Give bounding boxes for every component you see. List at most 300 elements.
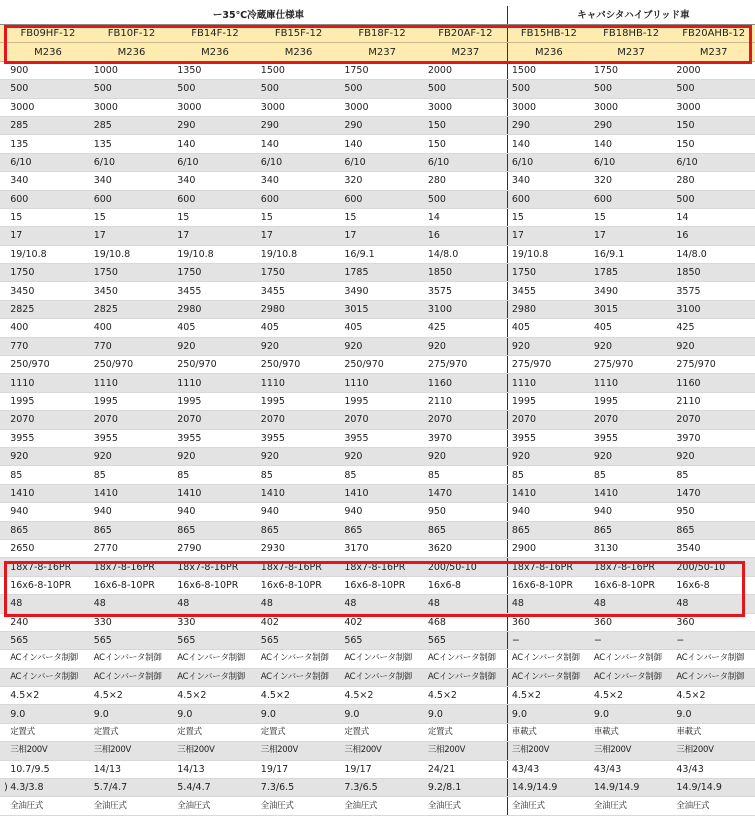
spec-value-cell: 17 <box>507 227 590 245</box>
spec-value-cell: 17 <box>257 227 341 245</box>
spec-value-cell: ACインバータ制御 <box>672 668 755 686</box>
spec-value-cell: 2900 <box>507 539 590 557</box>
spec-value-cell: ACインバータ制御 <box>90 668 174 686</box>
spec-value-cell: 1110 <box>6 374 90 392</box>
spec-value-cell: 1410 <box>590 484 673 502</box>
spec-value-cell: 1160 <box>672 374 755 392</box>
spec-value-cell: 9.0 <box>90 705 174 723</box>
spec-value-cell: 865 <box>257 521 341 539</box>
spec-value-cell: 6/10 <box>257 153 341 171</box>
spec-value-cell: 三相200V <box>507 742 590 760</box>
spec-value-cell: 250/970 <box>257 356 341 374</box>
spec-value-cell: 920 <box>424 337 508 355</box>
spec-value-cell: 150 <box>672 135 755 153</box>
spec-value-cell: 200/50-10 <box>672 558 755 576</box>
spec-value-cell: 280 <box>424 172 508 190</box>
spec-value-cell: 150 <box>424 135 508 153</box>
spec-value-cell: 48 <box>424 595 508 613</box>
spec-value-cell: 18x7-8-16PR <box>90 558 174 576</box>
spec-row <box>0 319 755 337</box>
group-header-hybrid: キャパシタハイブリッド車 <box>507 6 755 25</box>
spec-value-cell: 425 <box>672 319 755 337</box>
spec-value-cell: 920 <box>590 447 673 465</box>
spec-value-cell: 565 <box>424 631 508 649</box>
spec-value-cell: 6/10 <box>672 153 755 171</box>
spec-value-cell: 3170 <box>340 539 424 557</box>
spec-value-cell: 920 <box>672 337 755 355</box>
spec-value-cell: 全油圧式 <box>340 797 424 815</box>
spec-value-cell: 320 <box>590 172 673 190</box>
spec-value-cell: 250/970 <box>6 356 90 374</box>
model-name-cell: FB14F-12 <box>173 25 257 43</box>
spec-value-cell: ACインバータ制御 <box>173 650 257 668</box>
spec-value-cell: 940 <box>6 503 90 521</box>
spec-value-cell: 4.5×2 <box>90 687 174 705</box>
spec-value-cell: 全油圧式 <box>424 797 508 815</box>
spec-value-cell: 3970 <box>424 429 508 447</box>
spec-value-cell: 500 <box>340 80 424 98</box>
spec-value-cell: 18x7-8-16PR <box>6 558 90 576</box>
spec-row <box>0 429 755 447</box>
spec-value-cell: 3455 <box>507 282 590 300</box>
spec-value-cell: 3015 <box>590 300 673 318</box>
spec-value-cell: 全油圧式 <box>672 797 755 815</box>
spec-value-cell: 275/970 <box>672 356 755 374</box>
spec-value-cell: 920 <box>173 447 257 465</box>
spec-value-cell: 17 <box>173 227 257 245</box>
spec-value-cell: ACインバータ制御 <box>590 668 673 686</box>
spec-value-cell: 405 <box>340 319 424 337</box>
spec-value-cell: 6/10 <box>6 153 90 171</box>
spec-value-cell: 340 <box>507 172 590 190</box>
motor-code-cell: M236 <box>507 43 590 61</box>
spec-value-cell: 402 <box>257 613 341 631</box>
spec-value-cell: 16x6-8-10PR <box>6 576 90 594</box>
spec-value-cell: 920 <box>424 447 508 465</box>
spec-value-cell: 1110 <box>257 374 341 392</box>
spec-value-cell: 600 <box>90 190 174 208</box>
spec-value-cell: 285 <box>6 116 90 134</box>
spec-value-cell: 140 <box>173 135 257 153</box>
spec-value-cell: 770 <box>90 337 174 355</box>
spec-value-cell: 2110 <box>424 392 508 410</box>
model-name-cell: FB09HF-12 <box>6 25 90 43</box>
spec-value-cell: 920 <box>590 337 673 355</box>
spec-value-cell: ACインバータ制御 <box>340 668 424 686</box>
spec-value-cell: 2070 <box>672 411 755 429</box>
spec-value-cell: 16x6-8-10PR <box>507 576 590 594</box>
spec-value-cell: 1995 <box>590 392 673 410</box>
spec-value-cell: 1410 <box>173 484 257 502</box>
spec-value-cell: 900 <box>6 61 90 79</box>
spec-value-cell: 360 <box>590 613 673 631</box>
spec-value-cell: 85 <box>590 466 673 484</box>
spec-value-cell: 565 <box>6 631 90 649</box>
spec-value-cell: 三相200V <box>672 742 755 760</box>
spec-value-cell: 4.5×2 <box>6 687 90 705</box>
spec-value-cell: 1785 <box>590 264 673 282</box>
spec-value-cell: 140 <box>340 135 424 153</box>
spec-value-cell: 48 <box>507 595 590 613</box>
spec-row <box>0 558 755 576</box>
spec-value-cell: 500 <box>90 80 174 98</box>
spec-value-cell: 1750 <box>340 61 424 79</box>
spec-value-cell: 4.5×2 <box>424 687 508 705</box>
spec-value-cell: 140 <box>257 135 341 153</box>
model-name-cell: FB18HB-12 <box>590 25 673 43</box>
spec-row <box>0 613 755 631</box>
spec-row <box>0 650 755 668</box>
spec-value-cell: 定置式 <box>340 723 424 741</box>
spec-value-cell: 9.0 <box>507 705 590 723</box>
spec-value-cell: 320 <box>340 172 424 190</box>
spec-value-cell: 16x6-8 <box>672 576 755 594</box>
spec-value-cell: 920 <box>6 447 90 465</box>
spec-value-cell: 19/10.8 <box>90 245 174 263</box>
spec-value-cell: 330 <box>173 613 257 631</box>
spec-value-cell: 402 <box>340 613 424 631</box>
spec-value-cell: 全油圧式 <box>173 797 257 815</box>
spec-value-cell: 1410 <box>6 484 90 502</box>
spec-value-cell: 340 <box>173 172 257 190</box>
spec-value-cell: 250/970 <box>173 356 257 374</box>
spec-value-cell: 920 <box>90 447 174 465</box>
spec-value-cell: 1350 <box>173 61 257 79</box>
spec-value-cell: 275/970 <box>424 356 508 374</box>
spec-value-cell: 6/10 <box>90 153 174 171</box>
spec-value-cell: 600 <box>590 190 673 208</box>
spec-value-cell: 940 <box>507 503 590 521</box>
spec-row <box>0 521 755 539</box>
spec-value-cell: 2825 <box>6 300 90 318</box>
spec-value-cell: 3490 <box>340 282 424 300</box>
spec-value-cell: 250/970 <box>90 356 174 374</box>
motor-code-cell: M236 <box>90 43 174 61</box>
spec-value-cell: 360 <box>672 613 755 631</box>
spec-value-cell: 1995 <box>257 392 341 410</box>
spec-value-cell: 1995 <box>507 392 590 410</box>
spec-value-cell: 200/50-10 <box>424 558 508 576</box>
spec-value-cell: 3575 <box>672 282 755 300</box>
spec-value-cell: 3955 <box>90 429 174 447</box>
spec-value-cell: 14/8.0 <box>672 245 755 263</box>
spec-value-cell: 1410 <box>257 484 341 502</box>
spec-value-cell: 9.0 <box>340 705 424 723</box>
spec-value-cell: ACインバータ制御 <box>6 668 90 686</box>
spec-value-cell: 18x7-8-16PR <box>340 558 424 576</box>
spec-row <box>0 300 755 318</box>
spec-value-cell: 85 <box>173 466 257 484</box>
spec-value-cell: 500 <box>6 80 90 98</box>
spec-value-cell: 15 <box>590 208 673 226</box>
spec-value-cell: 三相200V <box>340 742 424 760</box>
spec-value-cell: 3000 <box>173 98 257 116</box>
spec-value-cell: 19/17 <box>257 760 341 778</box>
spec-value-cell: 1500 <box>257 61 341 79</box>
spec-value-cell: 405 <box>257 319 341 337</box>
spec-value-cell: ACインバータ制御 <box>257 650 341 668</box>
spec-value-cell: 2070 <box>257 411 341 429</box>
spec-value-cell: 275/970 <box>590 356 673 374</box>
spec-value-cell: 定置式 <box>173 723 257 741</box>
spec-value-cell: 43/43 <box>672 760 755 778</box>
spec-value-cell: 14 <box>672 208 755 226</box>
spec-value-cell: 275/970 <box>507 356 590 374</box>
motor-code-cell: M237 <box>424 43 508 61</box>
motor-code-cell: M236 <box>173 43 257 61</box>
spec-value-cell: 3575 <box>424 282 508 300</box>
spec-row <box>0 539 755 557</box>
spec-value-cell: 16x6-8-10PR <box>340 576 424 594</box>
spec-value-cell: 7.3/6.5 <box>340 779 424 797</box>
spec-row <box>0 61 755 79</box>
spec-value-cell: 3955 <box>6 429 90 447</box>
spec-value-cell: 15 <box>507 208 590 226</box>
spec-value-cell: 4.5×2 <box>590 687 673 705</box>
spec-row <box>0 723 755 741</box>
spec-value-cell: 600 <box>6 190 90 208</box>
spec-value-cell: 565 <box>173 631 257 649</box>
model-name-cell: FB15F-12 <box>257 25 341 43</box>
spec-value-cell: 1160 <box>424 374 508 392</box>
spec-value-cell: 17 <box>6 227 90 245</box>
spec-value-cell: 3620 <box>424 539 508 557</box>
spec-value-cell: 285 <box>90 116 174 134</box>
spec-value-cell: 16x6-8 <box>424 576 508 594</box>
spec-value-cell: 全油圧式 <box>590 797 673 815</box>
spec-value-cell: 2980 <box>173 300 257 318</box>
spec-value-cell: 920 <box>507 447 590 465</box>
spec-value-cell: 565 <box>340 631 424 649</box>
spec-value-cell: 3955 <box>257 429 341 447</box>
spec-value-cell: 920 <box>672 447 755 465</box>
spec-value-cell: 24/21 <box>424 760 508 778</box>
spec-value-cell: 2070 <box>173 411 257 429</box>
spec-value-cell: 770 <box>6 337 90 355</box>
spec-row <box>0 447 755 465</box>
spec-value-cell: 10.7/9.5 <box>6 760 90 778</box>
spec-value-cell: 2070 <box>590 411 673 429</box>
spec-value-cell: 3100 <box>672 300 755 318</box>
spec-value-cell: 全油圧式 <box>507 797 590 815</box>
spec-value-cell: 2650 <box>6 539 90 557</box>
spec-row <box>0 392 755 410</box>
spec-value-cell: 1470 <box>424 484 508 502</box>
spec-value-cell: 1750 <box>173 264 257 282</box>
spec-value-cell: 600 <box>340 190 424 208</box>
spec-value-cell: 6/10 <box>173 153 257 171</box>
model-name-cell: FB15HB-12 <box>507 25 590 43</box>
spec-value-cell: 1750 <box>507 264 590 282</box>
motor-code-row <box>0 43 755 61</box>
spec-value-cell: 500 <box>672 190 755 208</box>
row-edge: ) <box>0 779 6 797</box>
motor-code-cell: M237 <box>340 43 424 61</box>
spec-value-cell: ACインバータ制御 <box>590 650 673 668</box>
spec-value-cell: 車載式 <box>590 723 673 741</box>
spec-value-cell: 19/10.8 <box>173 245 257 263</box>
spec-value-cell: 3000 <box>90 98 174 116</box>
spec-value-cell: 3490 <box>590 282 673 300</box>
spec-value-cell: 定置式 <box>6 723 90 741</box>
spec-value-cell: 16x6-8-10PR <box>590 576 673 594</box>
spec-value-cell: 3955 <box>590 429 673 447</box>
spec-value-cell: 16x6-8-10PR <box>90 576 174 594</box>
spec-value-cell: 48 <box>672 595 755 613</box>
spec-value-cell: 全油圧式 <box>257 797 341 815</box>
spec-value-cell: 2070 <box>90 411 174 429</box>
spec-row <box>0 153 755 171</box>
spec-table <box>0 6 755 816</box>
spec-row <box>0 172 755 190</box>
spec-value-cell: 15 <box>257 208 341 226</box>
spec-row <box>0 595 755 613</box>
spec-value-cell: 1470 <box>672 484 755 502</box>
spec-row <box>0 742 755 760</box>
spec-value-cell: 150 <box>424 116 508 134</box>
spec-value-cell: 1110 <box>340 374 424 392</box>
spec-value-cell: 17 <box>340 227 424 245</box>
spec-value-cell: 3450 <box>6 282 90 300</box>
spec-value-cell: 17 <box>90 227 174 245</box>
spec-value-cell: ACインバータ制御 <box>424 650 508 668</box>
spec-value-cell: 865 <box>590 521 673 539</box>
spec-value-cell: 4.5×2 <box>672 687 755 705</box>
spec-value-cell: 1995 <box>90 392 174 410</box>
spec-value-cell: 2930 <box>257 539 341 557</box>
spec-value-cell: ACインバータ制御 <box>672 650 755 668</box>
spec-value-cell: 2070 <box>340 411 424 429</box>
spec-value-cell: 三相200V <box>590 742 673 760</box>
spec-value-cell: 3540 <box>672 539 755 557</box>
spec-value-cell: 6/10 <box>590 153 673 171</box>
spec-value-cell: 1785 <box>340 264 424 282</box>
spec-value-cell: 400 <box>6 319 90 337</box>
spec-value-cell: 3000 <box>6 98 90 116</box>
spec-value-cell: 48 <box>590 595 673 613</box>
spec-value-cell: 定置式 <box>424 723 508 741</box>
spec-value-cell: 360 <box>507 613 590 631</box>
spec-value-cell: 250/970 <box>340 356 424 374</box>
spec-value-cell: 3955 <box>173 429 257 447</box>
spec-value-cell: 920 <box>340 447 424 465</box>
spec-value-cell: 3000 <box>257 98 341 116</box>
spec-row <box>0 264 755 282</box>
spec-value-cell: 4.5×2 <box>257 687 341 705</box>
spec-value-cell: ACインバータ制御 <box>90 650 174 668</box>
spec-value-cell: 600 <box>507 190 590 208</box>
spec-value-cell: 940 <box>257 503 341 521</box>
spec-value-cell: 19/10.8 <box>507 245 590 263</box>
spec-value-cell: 定置式 <box>257 723 341 741</box>
spec-value-cell: 140 <box>590 135 673 153</box>
spec-value-cell: 85 <box>6 466 90 484</box>
spec-value-cell: 1995 <box>173 392 257 410</box>
spec-value-cell: 85 <box>424 466 508 484</box>
spec-value-cell: 18x7-8-16PR <box>507 558 590 576</box>
spec-value-cell: 290 <box>507 116 590 134</box>
spec-value-cell: 340 <box>6 172 90 190</box>
spec-value-cell: 340 <box>257 172 341 190</box>
spec-value-cell: 1110 <box>507 374 590 392</box>
model-name-cell: FB18F-12 <box>340 25 424 43</box>
spec-value-cell: 三相200V <box>6 742 90 760</box>
spec-value-cell: 865 <box>340 521 424 539</box>
motor-code-cell: M237 <box>672 43 755 61</box>
spec-value-cell: 2000 <box>424 61 508 79</box>
spec-value-cell: 468 <box>424 613 508 631</box>
spec-row <box>0 411 755 429</box>
spec-value-cell: 16 <box>672 227 755 245</box>
spec-row <box>0 116 755 134</box>
spec-value-cell: 14.9/14.9 <box>590 779 673 797</box>
spec-value-cell: 車載式 <box>507 723 590 741</box>
spec-value-cell: 5.4/4.7 <box>173 779 257 797</box>
spec-value-cell: 1110 <box>90 374 174 392</box>
spec-value-cell: 9.0 <box>590 705 673 723</box>
spec-value-cell: 3000 <box>424 98 508 116</box>
spec-value-cell: 3450 <box>90 282 174 300</box>
spec-value-cell: 280 <box>672 172 755 190</box>
spec-value-cell: 15 <box>173 208 257 226</box>
spec-value-cell: 3955 <box>340 429 424 447</box>
spec-value-cell: 2825 <box>90 300 174 318</box>
spec-value-cell: 19/17 <box>340 760 424 778</box>
spec-value-cell: 85 <box>90 466 174 484</box>
spec-value-cell: 865 <box>90 521 174 539</box>
spec-value-cell: 18x7-8-16PR <box>173 558 257 576</box>
spec-value-cell: 1750 <box>90 264 174 282</box>
spec-value-cell: 16/9.1 <box>590 245 673 263</box>
spec-value-cell: 2980 <box>257 300 341 318</box>
spec-value-cell: 600 <box>257 190 341 208</box>
model-name-cell: FB20AF-12 <box>424 25 508 43</box>
spec-value-cell: 3000 <box>507 98 590 116</box>
motor-code-cell: M236 <box>6 43 90 61</box>
spec-value-cell: 15 <box>90 208 174 226</box>
spec-value-cell: 4.5×2 <box>173 687 257 705</box>
spec-row <box>0 705 755 723</box>
spec-value-cell: 3970 <box>672 429 755 447</box>
spec-value-cell: 4.5×2 <box>340 687 424 705</box>
spec-value-cell: 定置式 <box>90 723 174 741</box>
spec-value-cell: 3000 <box>672 98 755 116</box>
spec-row <box>0 245 755 263</box>
spec-value-cell: 車載式 <box>672 723 755 741</box>
spec-value-cell: 85 <box>507 466 590 484</box>
spec-value-cell: 865 <box>507 521 590 539</box>
spec-value-cell: 920 <box>340 337 424 355</box>
spec-value-cell: 1410 <box>507 484 590 502</box>
spec-value-cell: 940 <box>590 503 673 521</box>
spec-value-cell: 290 <box>590 116 673 134</box>
spec-value-cell: 14.9/14.9 <box>672 779 755 797</box>
spec-value-cell: 48 <box>6 595 90 613</box>
group-header-row <box>0 6 755 25</box>
spec-value-cell: 19/10.8 <box>6 245 90 263</box>
spec-value-cell: 48 <box>173 595 257 613</box>
spec-value-cell: 565 <box>257 631 341 649</box>
spec-value-cell: 2000 <box>672 61 755 79</box>
spec-row <box>0 208 755 226</box>
spec-value-cell: 1500 <box>507 61 590 79</box>
spec-value-cell: 150 <box>672 116 755 134</box>
spec-value-cell: 85 <box>672 466 755 484</box>
spec-value-cell: 6/10 <box>424 153 508 171</box>
spec-value-cell: 9.0 <box>424 705 508 723</box>
spec-value-cell: 330 <box>90 613 174 631</box>
spec-value-cell: 400 <box>90 319 174 337</box>
